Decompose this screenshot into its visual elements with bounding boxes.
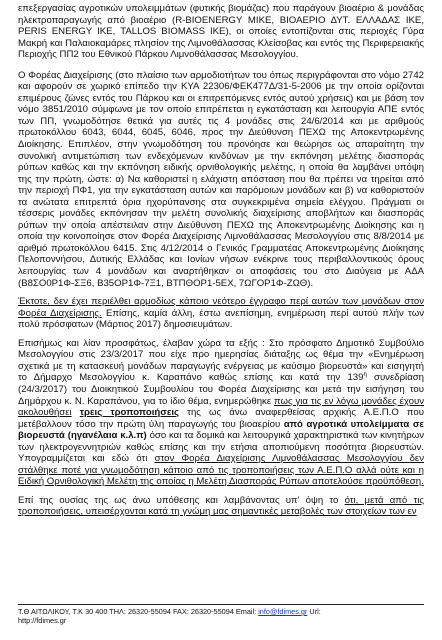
footer-address: Τ.Θ ΑΙΤΩΛΙΚΟΥ, Τ.Κ 30 400 ΤΗΛ: 26320-55094 FAX: 26320-55094 — [18, 607, 234, 616]
text-segment: επεξεργασίας αγροτικών υπολειμμάτων (φυτικής βιομάζας) που παράγουν βιοαέριο & μονάδας ηλεκτροπαραγωγής από βιοαέριο (R-BIOENERGY ΜΙΚΕ, ΒΙΟΑΕΡΙΟ ΔΥΤ. ΕΛΛΑΔΑΣ ΙΚΕ, PERIS ENERGY ΙΚΕ, TALLOS BIOMASS ΙΚΕ), οι οποίες εντοπίζονται στις περιοχές Γύρα Μακρή και Παλαιοκαμάρες πλησίον της Λιμνοθάλασσας Κλείσοβας και εντός της Περιφερειακής Περιοχής ΠΠ2 του Εθνικού Πάρκου Λιμνοθάλασσας Μεσολογγίου. — [18, 3, 424, 61]
text-segment: της ως άνω αναφερθείσας αρχικής Α.Ε.Π.Ο που μετέβαλλουν τόσο την πρώτη ύλη παραγωγής του βιοαερίου — [18, 407, 424, 430]
text-segment: συνεδρίαση (24/3/2017) του Διοικητικού Συμβουλίου του Φορέα Διαχείρισης και μετά την εισήγηση του Δημάρχου κ. Ν. Καραπάνου, για το ίδιο θέμα, ενημερώθηκε — [18, 372, 424, 407]
footer-email-link[interactable]: info@fdimes.gr — [258, 607, 308, 616]
text-segment: Επισήμως και λίαν προσφάτως, έλαβαν χώρα τα εξής : Στο πρόσφατο Δημοτικό Συμβούλιο Μεσολογγίου στις 23/3/2017 που είχε προ ημερησίας διάταξης ως θέμα την «Ενημέρωση σχετικά με τη κατασκευή μονάδων παραγωγής ενέργειας με καύσιμο βιορευστά» και εισηγητή το Δήμαρχο Μεσολογγίου κ. Καραπάνο καθώς επίσης και κατά την 139 — [18, 337, 424, 384]
text-segment: στον Φορέα Διαχείρισης Λιμνοθάλασσας Μεσολογγίου δεν στάλθηκε ποτέ για γνωμοδότηση κάποιο από τις τροποποιήσεις των Α.Ε.Π.Ο αλλά ούτε και η Ειδική Ορνιθολογική Μελέτη της οποίας η Μελέτη Διασποράς Ρύπων αποτελούσε προϋπόθεση. — [18, 453, 424, 488]
text-segment: από αγροτικά υπολείμματα σε βιορευστά (ηγανέλαια κ.λ.π) — [18, 418, 424, 442]
paragraph-no-new-document — [18, 296, 424, 331]
page-footer — [18, 604, 424, 625]
text-segment: πως για τις εν λόγω μονάδες έχουν ακολουθήσει — [18, 395, 425, 419]
footer-contact-line — [18, 607, 424, 616]
text-segment: η — [363, 372, 367, 379]
text-segment: Επί της ουσίας της ως άνω υπόθεσης και λαμβάνοντας υπ' όψη το — [18, 494, 345, 506]
footer-email-label: Email: — [235, 607, 257, 616]
footer-url-link[interactable]: http://fdimes.gr — [18, 616, 67, 625]
footer-url-line — [18, 616, 424, 625]
text-segment: Επίσης, καμία άλλη, έστω ανεπίσημη, ενημέρωση περί αυτού πλήν των πολύ πρόσφατων (Μάρτιος 2017) δημοσιευμάτων. — [18, 307, 424, 331]
text-segment: Έκτοτε, δεν έχει περιέλθει αρμοδίως κάποιο νεότερο έγγραφο περί αυτών των μονάδων στον Φορέα Διαχείρισης. — [18, 296, 424, 319]
text-segment: ότι, μετά από τις τροποποιήσεις, υπεισέρχονται κατά τη γνώμη μας σημαντικές μεταβολές των στοιχείων των εν — [18, 494, 424, 518]
paragraph-biogas-units — [18, 3, 424, 61]
text-segment: τρεις τροποποιήσεις — [79, 407, 180, 419]
paragraph-management-body-opinion — [18, 70, 424, 289]
text-segment: όσο και τα δομικά και λειτουργικά χαρακτηριστικά των κινητήρων των ηλεκτρογεννητριών καθώς επίσης και την ετήσια αποπιούμενη ποσότητα βιορευστών. Υπογραμμίζεται και εδώ ότι — [18, 430, 424, 465]
text-segment: Ο Φορέας Διαχείρισης (στο πλαίσιο των αρμοδιοτήτων του όπως περιγράφονται στο νόμο 2742 και αφορούν σε χωρικό επίπεδο την ΚΥΑ 22306/ΦΕΚ477Δ/31-5-2006 με την οποία ορίζονται επιμέρους ζώνες εντός του Πάρκου και οι επιτρεπόμενες εντός αυτού χρήσεις) και με βάση τον νόμο 3851/2010 σύμφωνα με τον οποίο επιτρέπεται η εγκατάσταση και λειτουργία ΑΠΕ εντός των ΠΠ, γνωμοδότησε θετικά για αυτές τις 4 μονάδες στις 24/6/2014 και με αριθμούς πρωτοκόλλου 6043, 6044, 6045, 6046, προς την Διεύθυνση ΠΕΧΩ της Αποκεντρωμένης Διοίκησης. Επιπλέον, στην γνωμοδότηση του προνόησε και θεώρησε ως απαραίτητη την συνολική αντιμετώπιση των ενδεχόμενων κινδύνων με την εκπόνηση μελέτης διασποράς ρύπων καθώς και την εκπόνηση ειδικής ορνιθολογικής μελέτης, η οποία θα λαμβάνει υπόψη της την πρώτη, ώστε: α) Να καθοριστεί η ελάχιστη απόσταση που θα πρέπει να τηρείται από την περιοχή ΠΦ1, για την εγκατάσταση αυτών και παρόμοιων μονάδων και β) να καθοριστούν τα ανώτατα επιτρεπτά όρια ηχορύπανσης στα συγκεκριμένα σημεία ελέγχου. Πράγματι οι τέσσερις μονάδες εκπόνησαν την μελέτη συνολικής διαχείρισης αποβλήτων και διασποράς ρύπων την οποία απέστειλαν στην Διεύθυνση ΠΕΧΩ της Αποκεντρωμένης Διοίκησης και η οποία την κοινοποίησε στον Φορέα Διαχείρισης Λιμνοθάλασσας Μεσολογγίου στις 8/8/2014 με αριθμό πρωτοκόλλου 6415. Στις 4/12/2014 ο Γενικός Γραμματέας Αποκεντρωμένης Διοίκησης Πελοποννήσου, Δυτικής Ελλάδας και Ιονίων νήσων ενέκρινε τους περιβαλλοντικούς όρους λειτουργίας των 4 μονάδων και αναρτήθηκαν οι αποφάσεις του στο Διαύγεια με ΑΔΑ (Β8ΣΟ0Ρ1Φ-ΣΞ6, Β35ΟΡ1Φ-7Ξ1, ΒΤΠΘΟΡ1-5ΕΧ, 7ΩΓΟΡ1Φ-ΖΩΘ). — [18, 69, 424, 289]
paragraph-substance — [18, 495, 424, 518]
paragraph-recent-events — [18, 338, 424, 488]
footer-url-label: Url: — [309, 607, 321, 616]
text-segment — [72, 407, 80, 418]
